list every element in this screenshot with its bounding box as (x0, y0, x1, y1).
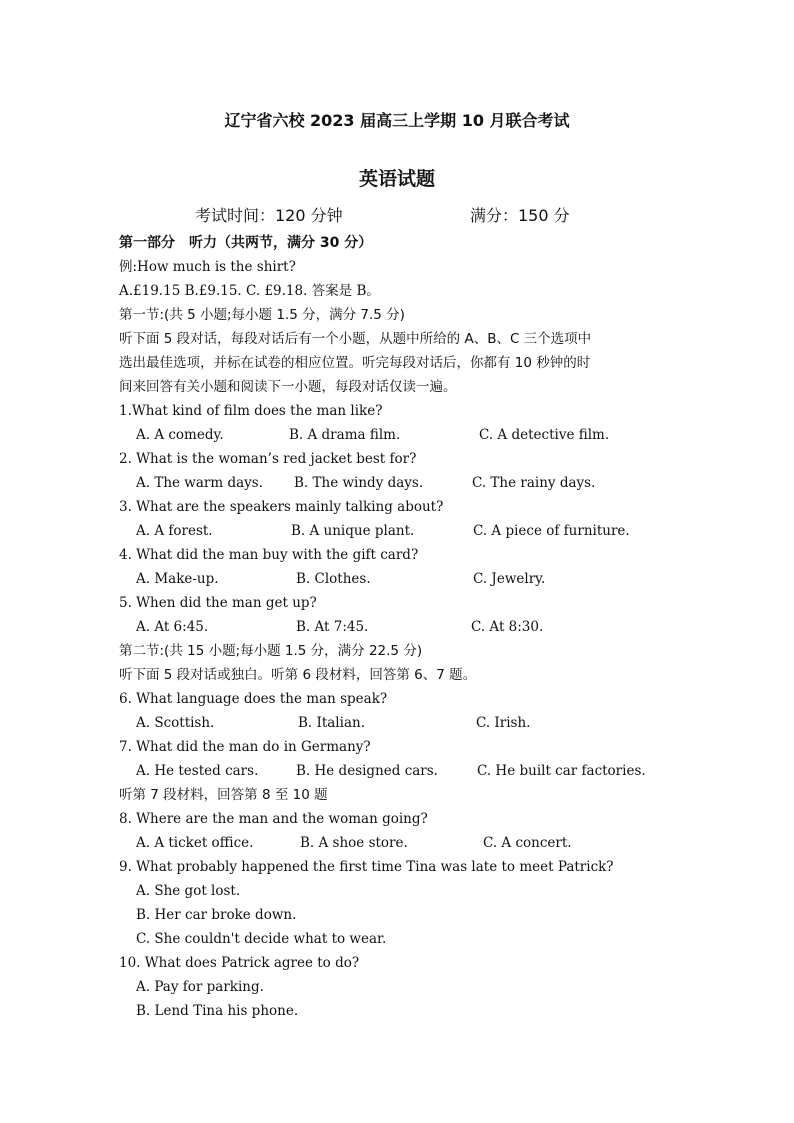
question-text: 10. What does Patrick agree to do? (119, 955, 360, 971)
options-row (119, 831, 679, 855)
exam-title: 辽宁省六校 2023 届高三上学期 10 月联合考试 (224, 111, 570, 130)
option-c: C. Irish. (476, 715, 531, 731)
options-row (119, 423, 679, 447)
instruction-line: 听下面 5 段对话，每段对话后有一个小题，从题中所给的 A、B、C 三个选项中 (119, 331, 592, 347)
option-b: B. A drama film. (289, 427, 401, 443)
example-answer: A.£19.15 B.£9.15. C. £9.18. 答案是 B。 (119, 283, 380, 299)
exam-time: 考试时间：120 分钟 (195, 206, 343, 225)
options-row (119, 567, 679, 591)
option-c: C. A piece of furniture. (473, 523, 630, 539)
option-a: A. She got lost. (136, 883, 241, 899)
question-text: 1.What kind of film does the man like? (119, 403, 383, 419)
option-a: A. Make-up. (136, 571, 219, 587)
option-c: C. She couldn't decide what to wear. (136, 931, 387, 947)
exam-full-score: 满分：150 分 (470, 206, 570, 225)
instruction-line: 选出最佳选项，并标在试卷的相应位置。听完每段对话后，你都有 10 秒钟的时 (119, 355, 591, 371)
option-a: A. At 6:45. (136, 619, 209, 635)
option-b: B. Italian. (298, 715, 365, 731)
question-text: 6. What language does the man speak? (119, 691, 388, 707)
option-c: C. Jewelry. (473, 571, 546, 587)
question-text: 9. What probably happened the first time Tina was late to meet Patrick? (119, 859, 614, 875)
option-c: C. At 8:30. (471, 619, 544, 635)
option-a: A. Pay for parking. (136, 979, 264, 995)
option-a: A. He tested cars. (136, 763, 259, 779)
question-text: 5. When did the man get up? (119, 595, 317, 611)
exam-subtitle: 英语试题 (358, 168, 435, 190)
option-b: B. Her car broke down. (136, 907, 297, 923)
options-row (119, 759, 679, 783)
question-text: 7. What did the man do in Germany? (119, 739, 371, 755)
question-text: 3. What are the speakers mainly talking about? (119, 499, 444, 515)
instruction-line: 间来回答有关小题和阅读下一小题，每段对话仅读一遍。 (119, 379, 457, 395)
option-b: B. Clothes. (296, 571, 371, 587)
option-a: A. A forest. (136, 523, 213, 539)
section1-heading: 第一节:(共 5 小题;每小题 1.5 分，满分 7.5 分) (119, 307, 405, 323)
options-row (119, 711, 679, 735)
option-a: A. Scottish. (136, 715, 215, 731)
section2-instruction: 听下面 5 段对话或独白。听第 6 段材料，回答第 6、7 题。 (119, 667, 477, 683)
option-b: B. Lend Tina his phone. (136, 1003, 299, 1019)
option-a: A. A ticket office. (136, 835, 254, 851)
material7-instruction: 听第 7 段材料，回答第 8 至 10 题 (119, 787, 328, 803)
options-row (119, 471, 679, 495)
exam-body (119, 231, 679, 1023)
option-c: C. A concert. (483, 835, 572, 851)
option-b: B. A unique plant. (291, 523, 415, 539)
option-c: C. The rainy days. (472, 475, 596, 491)
option-c: C. A detective film. (479, 427, 610, 443)
question-text: 2. What is the woman’s red jacket best for? (119, 451, 417, 467)
part1-heading: 第一部分 听力（共两节，满分 30 分） (119, 235, 373, 251)
option-b: B. A shoe store. (300, 835, 408, 851)
option-b: B. The windy days. (294, 475, 424, 491)
option-b: B. At 7:45. (296, 619, 369, 635)
question-text: 8. Where are the man and the woman going? (119, 811, 428, 827)
option-b: B. He designed cars. (296, 763, 438, 779)
options-row (119, 615, 679, 639)
option-a: A. A comedy. (136, 427, 224, 443)
section2-heading: 第二节:(共 15 小题;每小题 1.5 分，满分 22.5 分) (119, 643, 423, 659)
options-row (119, 519, 679, 543)
option-a: A. The warm days. (136, 475, 263, 491)
question-text: 4. What did the man buy with the gift card? (119, 547, 419, 563)
example-question: 例:How much is the shirt? (119, 259, 296, 275)
option-c: C. He built car factories. (477, 763, 646, 779)
